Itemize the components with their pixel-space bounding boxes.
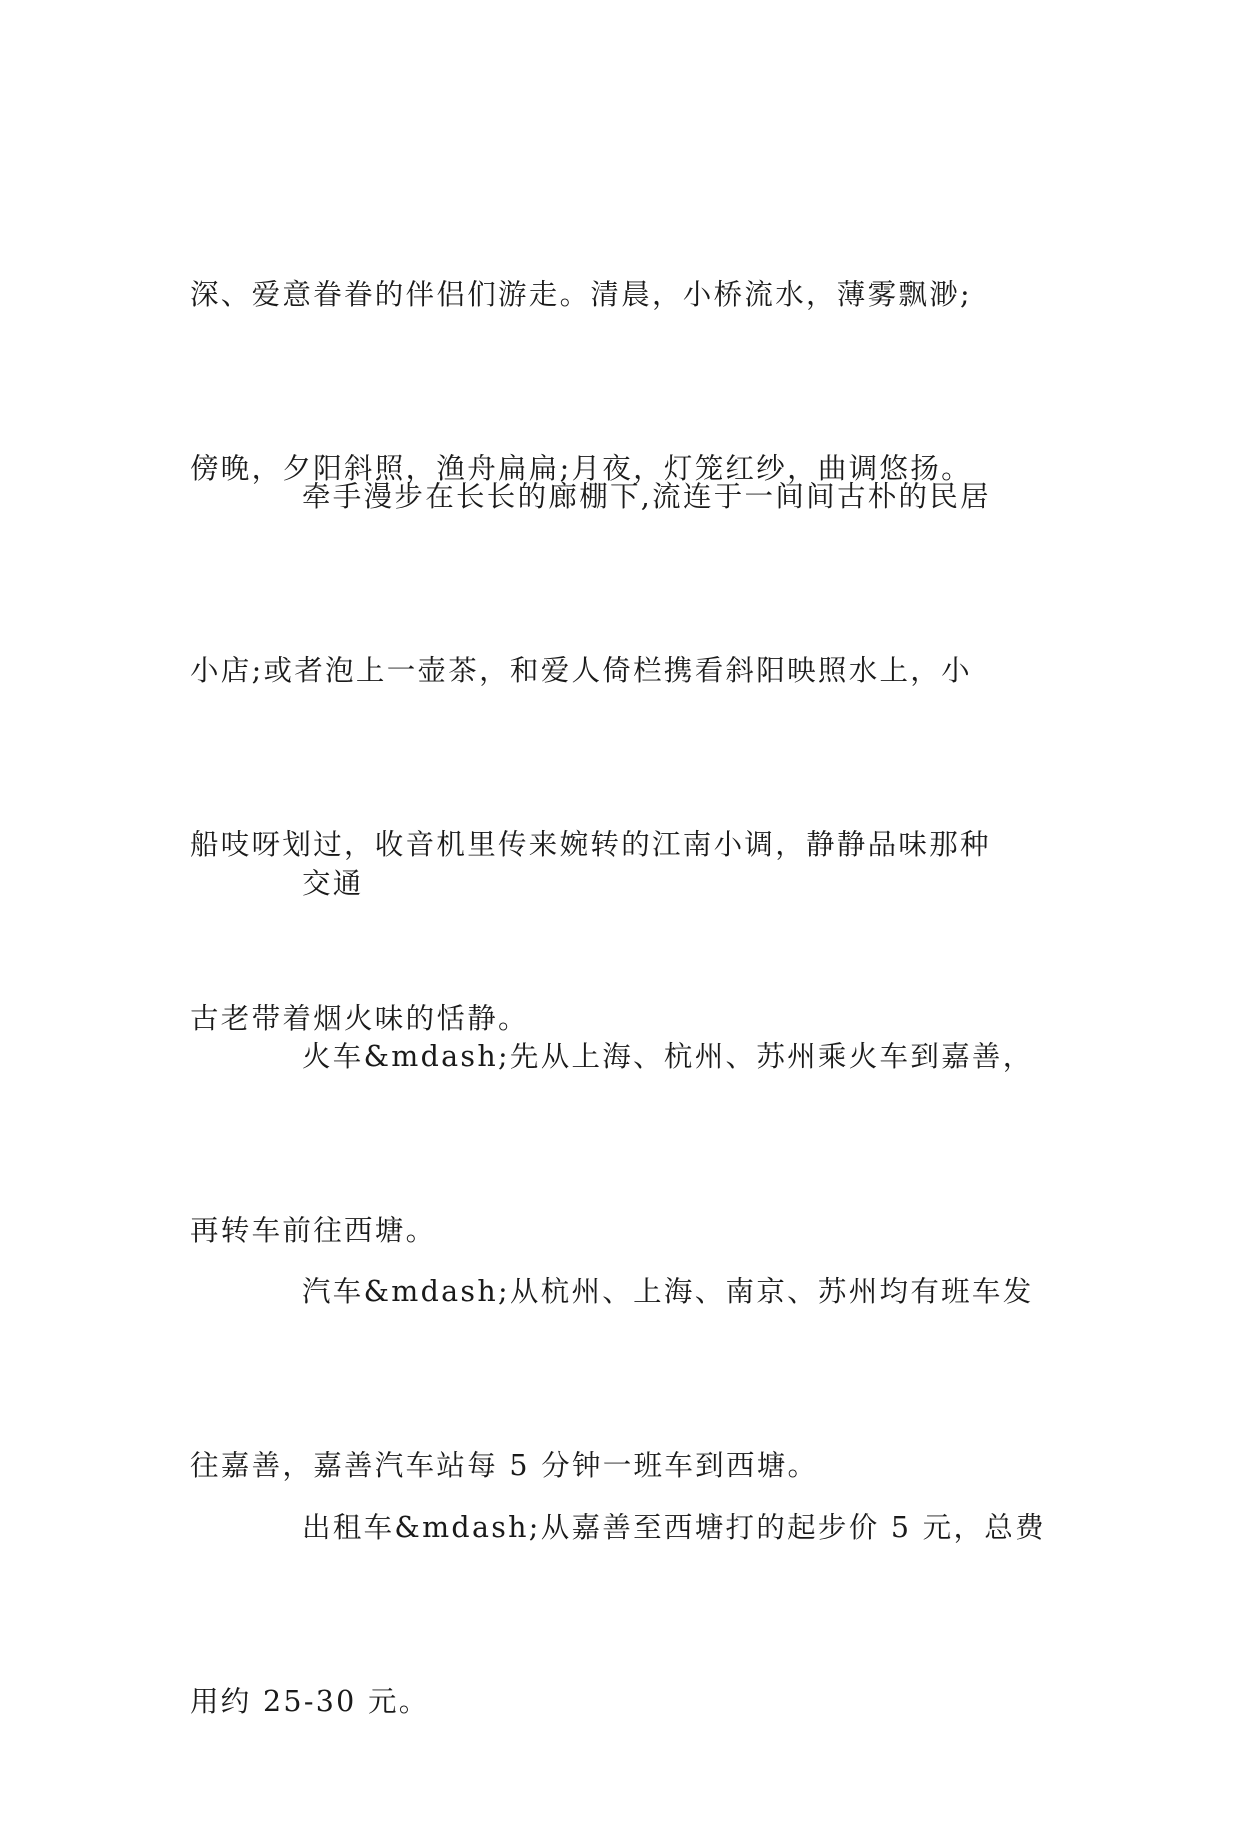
section-heading: 交通 xyxy=(302,867,364,900)
paragraph-line: 小店;或者泡上一壶茶，和爱人倚栏携看斜阳映照水上，小 xyxy=(190,654,972,687)
paragraph-line: 船吱呀划过，收音机里传来婉转的江南小调，静静品味那种 xyxy=(190,828,991,861)
paragraph-line: 深、爱意眷眷的伴侣们游走。清晨，小桥流水，薄雾飘渺; xyxy=(190,278,972,311)
paragraph-line: 古老带着烟火味的恬静。 xyxy=(190,1002,529,1035)
paragraph-line: 傍晚，夕阳斜照，渔舟扁扁;月夜，灯笼红纱，曲调悠扬。 xyxy=(190,452,972,485)
paragraph-line: 牵手漫步在长长的廊棚下,流连于一间间古朴的民居 xyxy=(302,480,991,513)
paragraph-taxi xyxy=(190,1383,1058,1847)
paragraph-line: 用约 25-30 元。 xyxy=(190,1685,430,1718)
paragraph-line: 火车&mdash;先从上海、杭州、苏州乘火车到嘉善， xyxy=(302,1040,1034,1073)
paragraph-line: 再转车前往西塘。 xyxy=(190,1214,437,1247)
paragraph-line: 往嘉善，嘉善汽车站每 5 分钟一班车到西塘。 xyxy=(190,1449,819,1482)
paragraph-line: 出租车&mdash;从嘉善至西塘打的起步价 5 元，总费 xyxy=(302,1511,1046,1544)
paragraph-line: 汽车&mdash;从杭州、上海、南京、苏州均有班车发 xyxy=(302,1275,1034,1308)
